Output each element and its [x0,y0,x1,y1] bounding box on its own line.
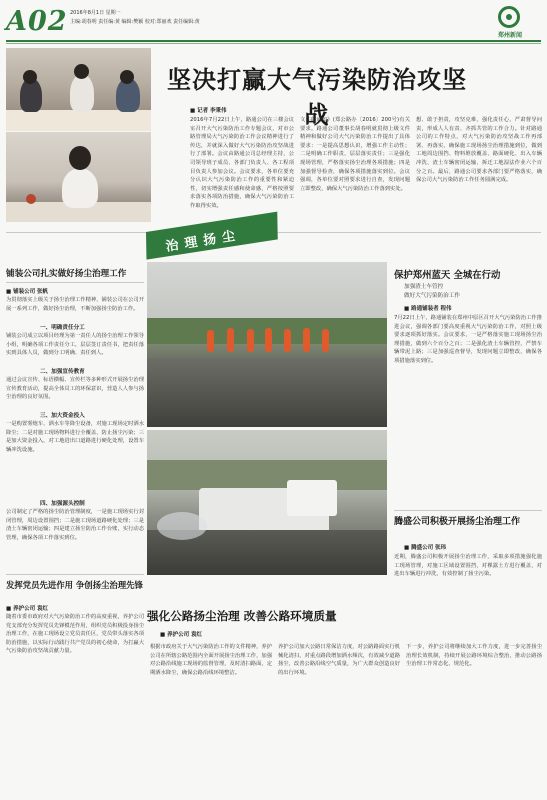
left-article-para-4: 公司制定了严格的扬尘防治管理制度，一是施工现场实行封闭管理，周边设置围挡；二是施工现场道路硬化处理；三是渣土车辆密闭运输；四是建立扬尘防治工作台账，实行动态管理，确保各项工作落实到位。 [6,509,144,541]
left-article-para-1: 铺装公司成立以项目经理为第一责任人的扬尘治理工作领导小组，明确各项工作责任分工，层层签订责任书，把责任落实到具体人员，做到分工明确、责任到人。 [6,333,144,357]
masthead [0,0,547,46]
logo-text: 郑州新闻 [497,32,522,39]
right-article2-title: 腾盛公司积极开展扬尘治理工作 [394,517,521,527]
bottom-article-byline: ■ 养护公司 袁红 [160,632,203,638]
left-article-byline: ■ 铺装公司 张帆 [6,289,49,295]
lead-column-2: 文件的通知》(郑公路办〔2016〕200号)有关要求。路通公司董事长胡春明就贯彻上级文件精神和做好公司大气污染防治工作提出了具体要求：一是提高思想认识，增强工作主动性；二是明确工作职责，层层落实责任；三是强化现场管理，严格落实扬尘治理各项措施；四是加强督导检查，确保各项措施落实到位。会议强调，各单位要对照要求进行自查，发现问题立即整改，确保大气污染防治工作落到实处。 [300,117,410,192]
left-article-heading-2: 二、加强宣传教育 [40,369,85,375]
right-article-title: 保护郑州蓝天 全城在行动 [394,270,501,281]
lead-headline: 坚决打赢大气污染防治攻坚战 [167,66,467,129]
right-article-body: 7月22日上午，路通铺装在郑州中原区召开大气污染防治工作推进会议，强调各部门要高度重视大气污染防治工作，对照上级要求逐项抓好落实。会议要求，一是严格落实施工现场扬尘治理措施，做到六个百分之百；二是强化渣土车辆管控，严禁车辆带泥上路；三是加强巡查督导，发现问题立即整改，确保各项措施落实到位。 [394,315,542,364]
right-article2-body: 近期，腾盛公司积极开展扬尘治理工作，采取多项措施强化施工现场管理，对施工区域设置围挡，对裸露土方进行覆盖，对进出车辆进行冲洗，有效控制了扬尘污染。 [394,554,542,578]
section-divider [394,510,542,511]
right-article-subtitle-1: 加强渣土车管控 [404,284,444,290]
lead-column-3: 想、敢于担责，攻坚克难，强化责任心，严肃督导问责，形成人人有责、齐抓共管的工作合力。针对路通公司的工作特点，对大气污染防治攻坚战工作再部署、再落实，确保施工现场扬尘治理措施到位，做到工地周边围挡、物料堆放覆盖、路面硬化、出入车辆冲洗、渣土车辆密闭运输、拆迁工地湿法作业六个百分之百。最后，路通公司要求各部门要严格落实，确保公司大气污染防治工作任务圆满完成。 [416,117,542,184]
left-article-para-2: 通过会议宣传、标语横幅、宣传栏等多种形式开展扬尘治理宣传教育活动，提高全体员工的环保意识，营造人人参与扬尘治理的良好氛围。 [6,377,144,401]
lead-byline: ■ 记者 李秉伟 [190,108,227,114]
editor-credits: 主编:胡春明 责任编:黄 编辑:樊颖 校对:郑丽欢 责任编辑:黄 [70,19,200,25]
left-article-heading-1: 一、明确责任分工 [40,325,85,331]
left-article-para-3: 一是购置雾炮车、洒水车等降尘设备，对施工现场定时洒水降尘；二是对施工现场物料进行全覆盖，防止扬尘污染；三是加大资金投入，对工地进出口道路进行硬化处理，设置车辆冲洗设施。 [6,421,144,453]
left-article-heading-3: 三、加大资金投入 [40,413,85,419]
ribbon-label: 治理扬尘 [164,228,243,255]
title-rule [6,282,144,283]
masthead-rule [6,40,541,42]
right-article-subtitle-2: 做好大气污染防治工作 [404,293,460,299]
lead-column-1: 2016年7月22日上午，路通公司在三楼会议室召开大气污染防治工作专题会议，对市公路管理局大气污染防治工作会议精神进行了传达，并就深入做好大气污染防治攻坚战进行了部署。会议由路通公司总经理主持，公司领导班子成员、各部门负责人、各工程项目负责人参加会议。会议要求，各单位要充分认识大气污染防治工作的重要性和紧迫性，切实增强责任感和使命感，严格按照要求落实各项防治措施，确保大气污染防治工作取得实效。 [190,117,294,209]
speaker-photo [6,132,151,222]
newspaper-logo [480,6,540,40]
left-article2-body: 随着市委市政府对大气污染防治工作的高度重视，养护公司党支部充分发挥党员先锋模范作用，组织党员积极投身扬尘治理工作，在施工现场设立党员责任区，党员带头落实各项防治措施，以实际行动践行共产党员的初心使命，为打赢大气污染防治攻坚战贡献力量。 [6,614,144,655]
meeting-photo [6,48,151,131]
logo-mark-icon [498,6,520,28]
water-truck-photo [147,430,387,575]
bottom-article-column-1: 根据市政府关于大气污染防治工作的文件精神，养护公司在所辖公路范围内全面开展扬尘治理工作，加强对公路沿线施工现场的监督管理，及时清扫路面，定期洒水降尘，确保公路沿线环境整洁。 [150,644,272,676]
bottom-article-column-3: 下一步，养护公司将继续加大工作力度，进一步完善扬尘治理长效机制，持续开展公路环境综合整治，推动公路扬尘治理工作常态化、规范化。 [406,644,542,668]
left-article-intro: 为贯彻落实上级关于扬尘治理工作精神，铺装公司在公司开展一系列工作，做好扬尘治理，不断加强扬尘防治工作。 [6,297,144,312]
issue-date: 2016年8月1日 星期一 [70,10,121,16]
bottom-article-column-2: 养护公司加大公路日常保洁力度，对公路路面实行机械化清扫，对重点路段增加洒水频次，有效减少道路扬尘，改善公路沿线空气质量，为广大群众创造良好的出行环境。 [278,644,400,676]
page-number: A02 [6,6,68,37]
right-article-byline: ■ 路通铺装者 程伟 [404,306,452,312]
right-article2-byline: ■ 腾盛公司 张玮 [404,545,447,551]
road-cleaning-photo [147,262,387,427]
left-article-title: 铺装公司扎实做好扬尘治理工作 [6,269,127,279]
left-article-heading-4: 四、加强源头控制 [40,501,85,507]
feature-ribbon [146,228,276,262]
bottom-article-title: 强化公路扬尘治理 改善公路环境质量 [147,609,337,623]
masthead-rule-thin [6,43,541,44]
left-article2-title: 发挥党员先进作用 争创扬尘治理先锋 [6,580,143,590]
left-article2-byline: ■ 养护公司 袁红 [6,606,49,612]
section-divider [6,574,144,575]
